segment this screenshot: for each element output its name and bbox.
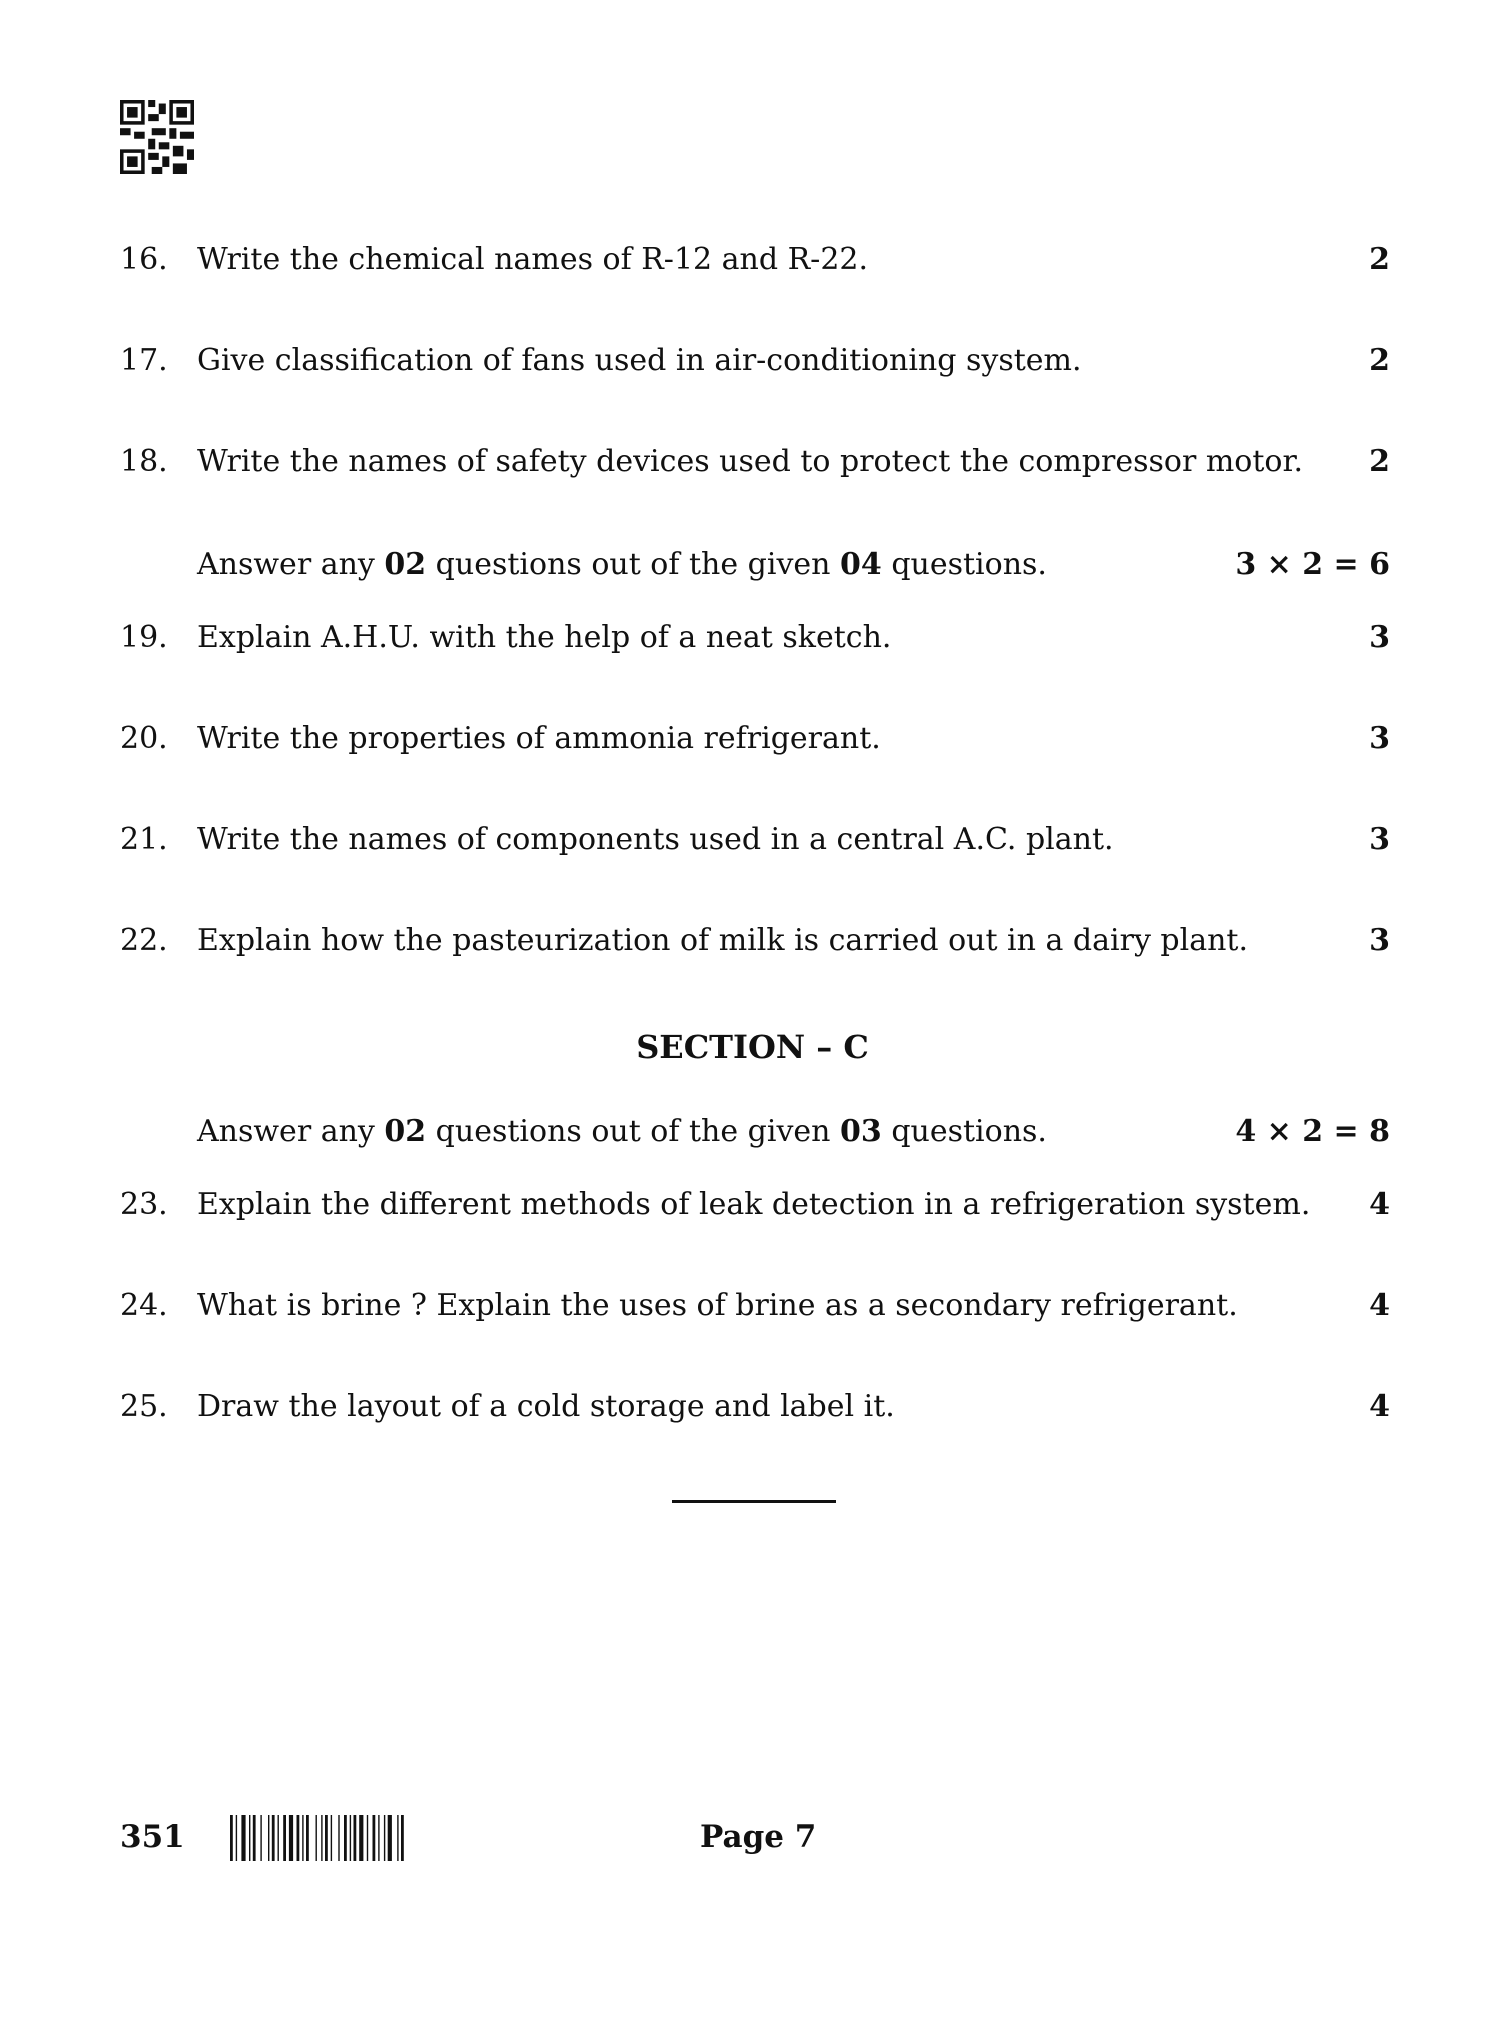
question-marks: 3 bbox=[1369, 721, 1390, 756]
end-rule bbox=[672, 1500, 836, 1503]
question-marks: 3 bbox=[1369, 620, 1390, 655]
instruction-row bbox=[120, 543, 1390, 587]
qr-code-icon bbox=[120, 100, 194, 174]
question-row bbox=[120, 919, 1390, 963]
instruction-marks: 4 × 2 = 8 bbox=[1235, 1114, 1390, 1149]
question-marks: 4 bbox=[1369, 1187, 1390, 1222]
instruction-n1: 02 bbox=[384, 547, 427, 582]
question-text: Explain the different methods of leak detection in a refrigeration system. bbox=[197, 1187, 1311, 1222]
question-marks: 4 bbox=[1369, 1288, 1390, 1323]
question-number: 23. bbox=[120, 1187, 168, 1222]
instruction-suffix: questions. bbox=[881, 1114, 1047, 1149]
instruction-n2: 03 bbox=[840, 1114, 882, 1149]
instruction-prefix: Answer any bbox=[197, 547, 385, 582]
barcode-icon bbox=[230, 1815, 455, 1861]
question-text: Write the chemical names of R-12 and R-22. bbox=[197, 242, 869, 277]
question-row bbox=[120, 818, 1390, 862]
question-text: Draw the layout of a cold storage and label it. bbox=[197, 1389, 895, 1424]
question-row bbox=[120, 440, 1390, 484]
question-row bbox=[120, 616, 1390, 660]
paper-code: 351 bbox=[120, 1819, 185, 1855]
instruction-text bbox=[197, 1110, 1047, 1154]
question-number: 18. bbox=[120, 444, 168, 479]
instruction-marks: 3 × 2 = 6 bbox=[1235, 547, 1390, 582]
question-number: 16. bbox=[120, 242, 168, 277]
question-marks: 2 bbox=[1369, 343, 1390, 378]
instruction-middle: questions out of the given bbox=[426, 1114, 841, 1149]
instruction-n2: 04 bbox=[840, 547, 882, 582]
question-row bbox=[120, 717, 1390, 761]
question-marks: 2 bbox=[1369, 242, 1390, 277]
question-marks: 2 bbox=[1369, 444, 1390, 479]
instruction-text bbox=[197, 543, 1047, 587]
question-number: 19. bbox=[120, 620, 168, 655]
question-row bbox=[120, 238, 1390, 282]
question-number: 21. bbox=[120, 822, 168, 857]
question-marks: 3 bbox=[1369, 822, 1390, 857]
question-row bbox=[120, 1183, 1390, 1227]
question-number: 20. bbox=[120, 721, 168, 756]
question-text: Give classification of fans used in air-conditioning system. bbox=[197, 343, 1082, 378]
instruction-suffix: questions. bbox=[881, 547, 1047, 582]
question-text: Write the properties of ammonia refrigerant. bbox=[197, 721, 881, 756]
instruction-prefix: Answer any bbox=[197, 1114, 385, 1149]
question-number: 22. bbox=[120, 923, 168, 958]
question-text: What is brine ? Explain the uses of brine as a secondary refrigerant. bbox=[197, 1288, 1238, 1323]
question-number: 24. bbox=[120, 1288, 168, 1323]
instruction-middle: questions out of the given bbox=[426, 547, 841, 582]
question-row bbox=[120, 1385, 1390, 1429]
page-number: Page 7 bbox=[700, 1819, 817, 1855]
question-text: Explain A.H.U. with the help of a neat sketch. bbox=[197, 620, 892, 655]
instruction-row bbox=[120, 1110, 1390, 1154]
question-text: Explain how the pasteurization of milk is carried out in a dairy plant. bbox=[197, 923, 1249, 958]
question-number: 25. bbox=[120, 1389, 168, 1424]
question-row bbox=[120, 339, 1390, 383]
question-text: Write the names of safety devices used to protect the compressor motor. bbox=[197, 444, 1304, 479]
question-row bbox=[120, 1284, 1390, 1328]
question-marks: 3 bbox=[1369, 923, 1390, 958]
question-marks: 4 bbox=[1369, 1389, 1390, 1424]
instruction-n1: 02 bbox=[384, 1114, 427, 1149]
question-text: Write the names of components used in a central A.C. plant. bbox=[197, 822, 1114, 857]
question-number: 17. bbox=[120, 343, 168, 378]
section-c-title: SECTION – C bbox=[636, 1028, 869, 1066]
